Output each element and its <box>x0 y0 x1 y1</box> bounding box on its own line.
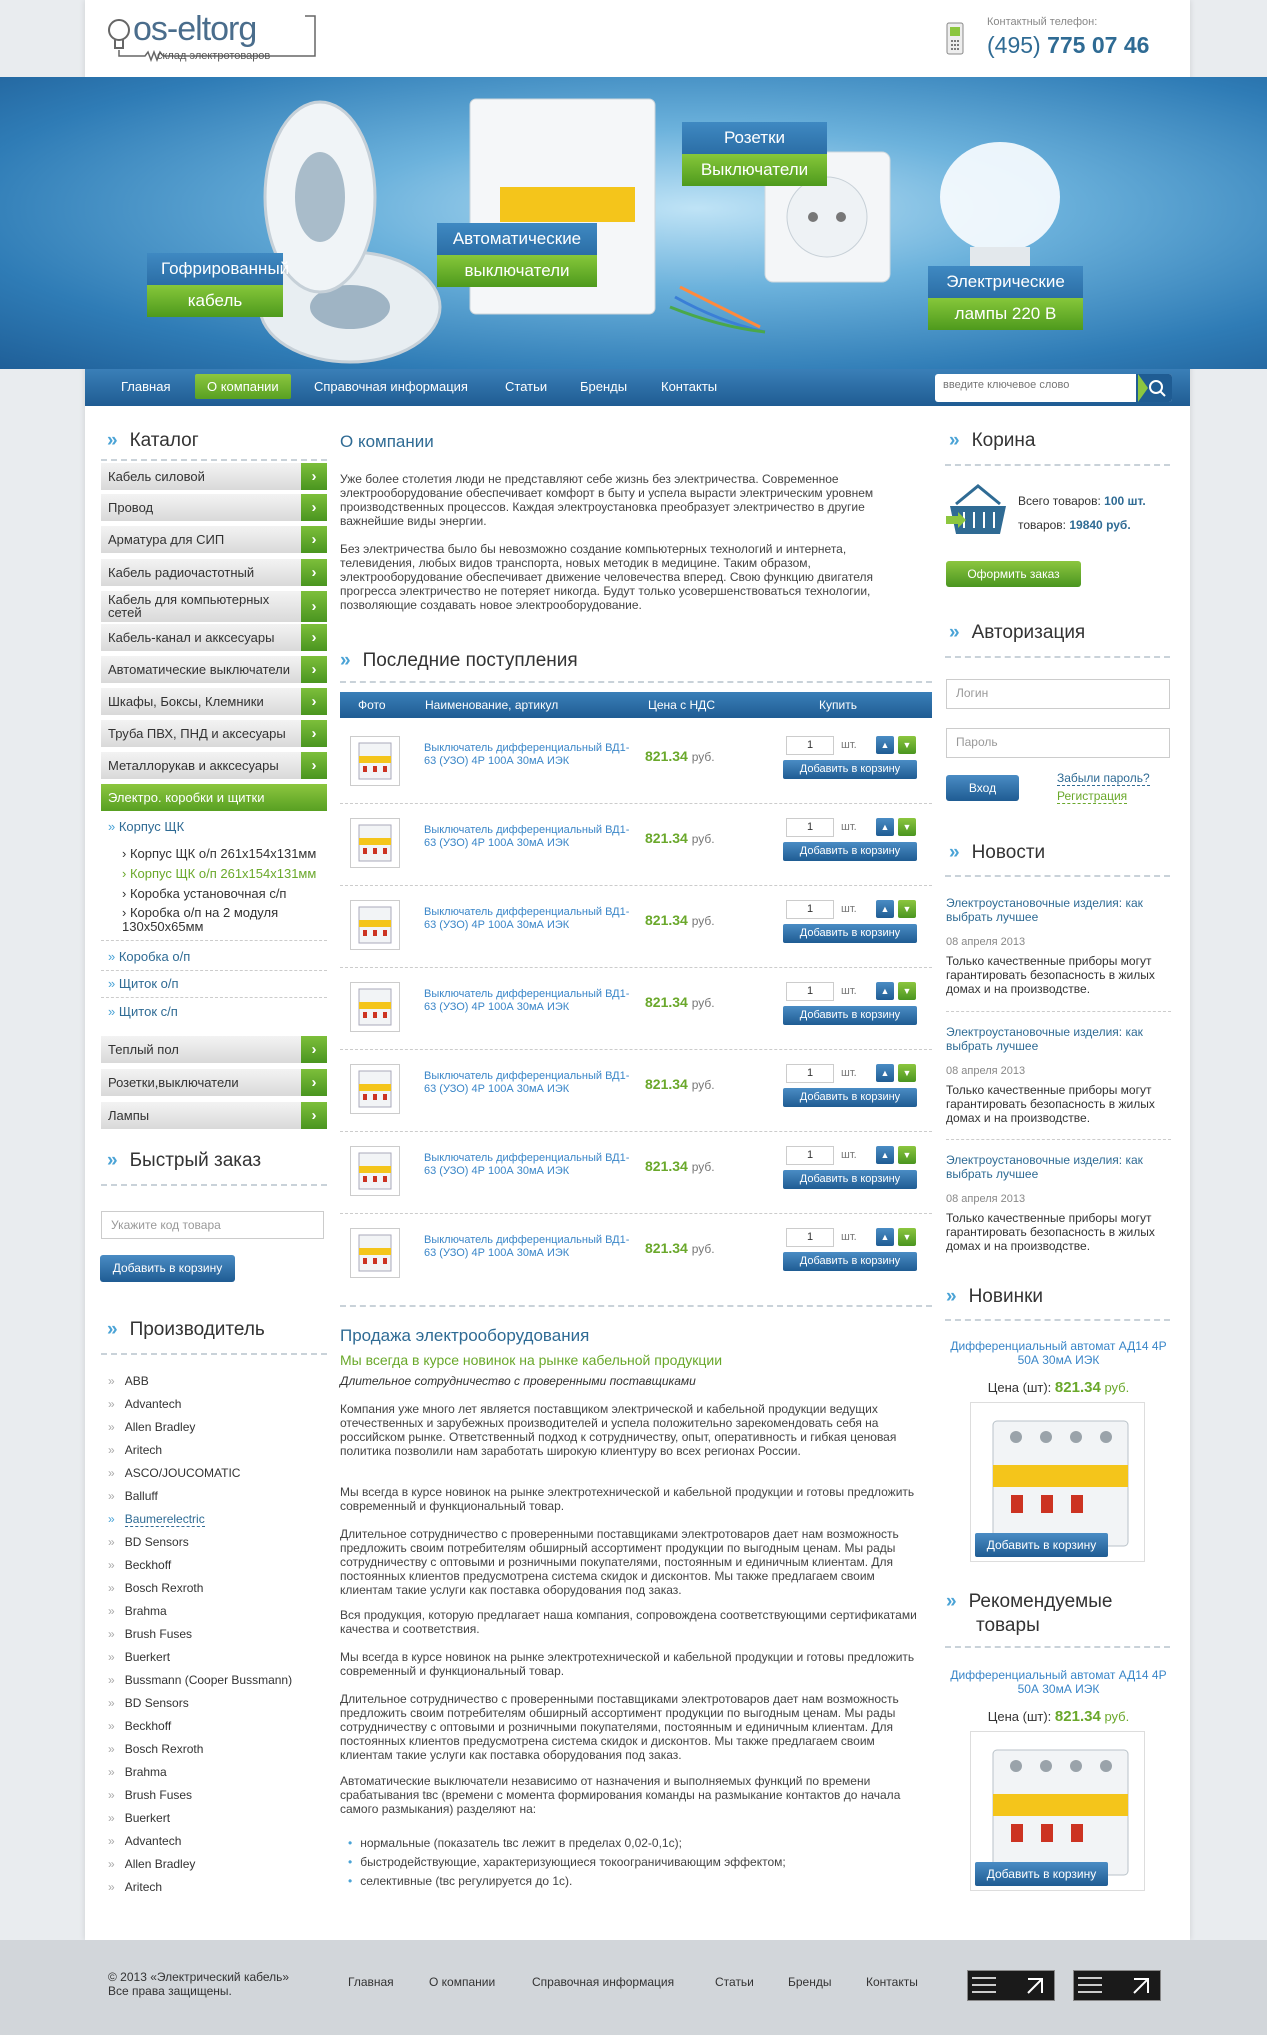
manufacturer-item[interactable]: » Advantech <box>108 1397 182 1411</box>
product-name-link[interactable]: Выключатель дифференциальный ВД1-63 (УЗО) 4Р 100А 30мА ИЭК <box>424 824 630 849</box>
quantity-down-icon[interactable]: ▼ <box>898 1228 916 1246</box>
chevron-right-icon: › <box>301 720 327 747</box>
chevron-right-icon: › <box>301 656 327 683</box>
breaker-image <box>351 901 399 949</box>
banner-tag-cable[interactable]: Гофрированный кабель <box>147 253 283 317</box>
product-code-input[interactable]: Укажите код товара <box>101 1211 324 1239</box>
new-product <box>946 1339 1171 1396</box>
footer-link-reference[interactable]: Справочная информация <box>532 1975 675 1989</box>
about-title: О компании <box>340 432 434 451</box>
breaker-image <box>351 983 399 1031</box>
row-divider <box>340 1049 932 1050</box>
product-price: Цена (шт): 821.34 руб. <box>987 1379 1130 1396</box>
product-name-link[interactable]: Выключатель дифференциальный ВД1-63 (УЗО) 4Р 100А 30мА ИЭК <box>424 1152 630 1177</box>
manufacturer-item[interactable]: » Allen Bradley <box>108 1420 196 1434</box>
breaker-image <box>351 737 399 785</box>
catalog-item[interactable]: Розетки,выключатели › <box>101 1069 327 1096</box>
shopping-basket-icon <box>946 482 1011 538</box>
product-row <box>340 1216 932 1299</box>
manufacturer-item[interactable]: » Bosch Rexroth <box>108 1581 204 1595</box>
register-link[interactable]: Регистрация <box>1057 789 1128 803</box>
forgot-password-link[interactable]: Забыли пароль? <box>1057 771 1150 785</box>
news-item <box>946 1025 1171 1125</box>
catalog-sub-item[interactable]: » Коробка о/п <box>108 949 191 964</box>
nav-home[interactable]: Главная <box>121 379 171 394</box>
catalog-subsub-item[interactable]: › Коробка о/п на 2 модуля 130х50х65мм <box>122 905 279 934</box>
product-thumbnail[interactable] <box>350 1064 400 1114</box>
news-text: Только качественные приборы могут гарантировать безопасность в жилых домах и на производстве. <box>946 1083 1155 1125</box>
footer-link-contacts[interactable]: Контакты <box>866 1975 918 1989</box>
auth-heading: » Авторизация <box>949 622 1086 643</box>
nav-about[interactable]: О компании <box>195 374 291 399</box>
unit-label: шт. <box>841 1231 857 1243</box>
catalog-item[interactable]: Металлорукав и акксесуары › <box>101 752 327 779</box>
sales-paragraph: Компания уже много лет является поставщиком электрической и кабельной продукции ведущих отечественных и зарубежных производителей и успела положительно зарекомендовать себя на российском рынке. Ответственный подход к сотрудничеству, опыт, оперативность и гибкая ценовая политика позволили нам заработать широкую клиентуру во всех регионах России. <box>340 1402 897 1458</box>
latest-heading: » Последние поступления <box>340 650 578 671</box>
sales-subtitle-italic: Длительное сотрудничество с проверенными поставщиками <box>340 1374 696 1388</box>
about-paragraph: Уже более столетия люди не представляют себе жизнь без электричества. Современное электрооборудование обеспечивает комфорт в быту и успела вырасти электрическим уровнем производственных процессов. Каждая электроустановка преобразует электричество в другие важнейшие виды энергии. <box>340 472 874 528</box>
product-price: 821.34 руб. <box>645 994 715 1010</box>
phone-label: Контактный телефон: <box>987 16 1098 28</box>
hero-banner <box>0 77 1267 369</box>
product-row <box>340 888 932 971</box>
contact-phone <box>945 16 1175 61</box>
quantity-input[interactable]: 1 <box>786 900 834 919</box>
sales-title: Продажа электрооборудования <box>340 1326 590 1345</box>
row-divider <box>340 803 932 804</box>
manufacturer-item[interactable]: » Brahma <box>108 1765 167 1779</box>
quantity-input[interactable]: 1 <box>786 1146 834 1165</box>
sales-paragraph: Длительное сотрудничество с проверенными поставщиками электротоваров дает нам возможность предложить своим потребителям обширный ассортимент продукции по выгодным ценам. Мы рады сотрудничеству с оптовыми и розничными покупателями, постоянным и единичным клиентам. Для постоянных клиентов предусмотрена система скидок и дисконтов. Мы также предлагаем своим клиентам такие услуги как поставка оборудования под заказ. <box>340 1527 899 1597</box>
manufacturer-item[interactable]: » Bussmann (Cooper Bussmann) <box>108 1673 293 1687</box>
footer-link-brands[interactable]: Бренды <box>788 1975 832 1989</box>
catalog-item[interactable]: Теплый пол › <box>101 1036 327 1063</box>
sales-paragraph: Мы всегда в курсе новинок на рынке электротехнической и кабельной продукции и готовы предложить современный и функциональный товар. <box>340 1485 915 1513</box>
manufacturer-item[interactable]: » Aritech <box>108 1443 163 1457</box>
unit-label: шт. <box>841 739 857 751</box>
manufacturer-item-active[interactable]: » Baumerelectric <box>108 1512 205 1526</box>
manufacturer-item[interactable]: » ABB <box>108 1374 149 1388</box>
quantity-down-icon[interactable]: ▼ <box>898 818 916 836</box>
catalog-item[interactable]: Труба ПВХ, ПНД и аксесуары › <box>101 720 327 747</box>
logo-subtitle: склад электротоваров <box>157 50 271 62</box>
quantity-down-icon[interactable]: ▼ <box>898 736 916 754</box>
manufacturer-item[interactable]: » Balluff <box>108 1489 158 1503</box>
quick-add-to-cart-button[interactable]: Добавить в корзину <box>100 1255 235 1282</box>
footer-link-about[interactable]: О компании <box>429 1975 496 1989</box>
phone-number[interactable]: (495) 775 07 46 <box>987 32 1150 58</box>
sales-paragraph: Длительное сотрудничество с проверенными поставщиками электротоваров дает нам возможность предложить своим потребителям обширный ассортимент продукции по выгодным ценам. Мы рады сотрудничеству с оптовыми и розничными покупателями, постоянным и единичным клиентам. Для постоянных клиентов предусмотрена система скидок и дисконтов. Мы также предлагаем своим клиентам такие услуги как поставка оборудования под заказ. <box>340 1692 899 1762</box>
quantity-up-icon[interactable]: ▲ <box>876 900 894 918</box>
sales-bullet: • нормальные (показатель tвс лежит в пределах 0,02-0,1с); <box>348 1836 682 1850</box>
catalog-sub-item[interactable]: » Корпус ЩК <box>108 819 185 834</box>
catalog-item-active[interactable]: Электро. коробки и щитки <box>101 784 327 811</box>
quantity-up-icon[interactable]: ▲ <box>876 818 894 836</box>
add-to-cart-button[interactable]: Добавить в корзину <box>783 1006 917 1025</box>
news-title-link[interactable]: Электроустановочные изделия: как выбрать лучшее <box>946 1153 1143 1181</box>
news-item <box>946 896 1171 996</box>
add-to-cart-button[interactable]: Добавить в корзину <box>783 924 917 943</box>
chevron-right-icon: › <box>301 752 327 779</box>
product-thumbnail[interactable] <box>350 818 400 868</box>
counter-badge-icon[interactable] <box>967 1970 1055 2001</box>
catalog-heading: » Каталог <box>107 430 199 451</box>
catalog-subsub-item[interactable]: › Коробка установочная с/п <box>122 886 287 901</box>
counter-badge-icon[interactable] <box>1073 1970 1161 2001</box>
sales-bullet: • селективные (tвс регулируется до 1с). <box>348 1874 572 1888</box>
catalog-subsub-item[interactable]: › Корпус ЩК о/п 261х154х131мм <box>122 846 317 861</box>
search-icon <box>1136 374 1172 402</box>
catalog-item[interactable]: Провод › <box>101 494 327 521</box>
chevron-right-icon: › <box>301 624 327 651</box>
product-row <box>340 1052 932 1135</box>
catalog-item[interactable]: Кабель-канал и акксесуары › <box>101 624 327 651</box>
news-date: 08 апреля 2013 <box>946 1193 1026 1205</box>
chevron-right-icon: › <box>301 494 327 521</box>
catalog-sub-item[interactable]: » Щиток с/п <box>108 1004 178 1019</box>
product-price: 821.34 руб. <box>645 912 715 928</box>
breaker-image <box>351 1065 399 1113</box>
products-table-header: Фото Наименование, артикул Цена с НДС Купить <box>340 692 932 718</box>
unit-label: шт. <box>841 1067 857 1079</box>
news-title-link[interactable]: Электроустановочные изделия: как выбрать лучшее <box>946 896 1143 924</box>
footer-link-home[interactable]: Главная <box>348 1975 394 1989</box>
manufacturer-item[interactable]: » Allen Bradley <box>108 1857 196 1871</box>
chevron-right-icon: › <box>301 526 327 553</box>
manufacturer-item[interactable]: » Brush Fuses <box>108 1788 193 1802</box>
product-row <box>340 1134 932 1217</box>
quantity-down-icon[interactable]: ▼ <box>898 1064 916 1082</box>
banner-tag-sockets[interactable]: Розетки Выключатели <box>682 122 827 186</box>
product-price: 821.34 руб. <box>645 830 715 846</box>
quantity-up-icon[interactable]: ▲ <box>876 736 894 754</box>
new-items-heading: » Новинки <box>946 1286 1043 1307</box>
manufacturer-heading: » Производитель <box>107 1319 265 1340</box>
search-input[interactable] <box>943 379 1123 391</box>
chevron-right-icon: › <box>301 688 327 715</box>
quantity-input[interactable]: 1 <box>786 1064 834 1083</box>
quantity-down-icon[interactable]: ▼ <box>898 900 916 918</box>
sales-bullet: • быстродействующие, характеризующиеся токоограничивающим эффектом; <box>348 1855 786 1869</box>
catalog-item[interactable]: Лампы › <box>101 1102 327 1129</box>
product-row <box>340 970 932 1053</box>
quantity-input[interactable]: 1 <box>786 1228 834 1247</box>
catalog-item[interactable]: Шкафы, Боксы, Клемники › <box>101 688 327 715</box>
catalog-item[interactable]: Кабель силовой › <box>101 463 327 490</box>
catalog-sub-item[interactable]: » Щиток о/п <box>108 976 179 991</box>
nav-brands[interactable]: Бренды <box>580 379 628 394</box>
manufacturer-item[interactable]: » Buerkert <box>108 1650 171 1664</box>
quantity-input[interactable]: 1 <box>786 818 834 837</box>
product-row <box>340 806 932 889</box>
copyright: © 2013 «Электрический кабель» Все права защищены. <box>108 1970 290 1998</box>
quantity-up-icon[interactable]: ▲ <box>876 1064 894 1082</box>
product-name-link[interactable]: Выключатель дифференциальный ВД1-63 (УЗО) 4Р 100А 30мА ИЭК <box>424 742 630 767</box>
catalog-item[interactable]: Кабель радиочастотный › <box>101 559 327 586</box>
recommended-product <box>946 1668 1171 1725</box>
product-thumbnail[interactable] <box>350 982 400 1032</box>
nav-articles[interactable]: Статьи <box>505 379 548 394</box>
logo-name: os-eltorg <box>133 10 257 48</box>
breaker-image <box>351 1147 399 1195</box>
about-paragraph: Без электричества было бы невозможно создание компьютерных технологий и интернета, телевидения, любых видов транспорта, новых методик в медицине. Таким образом, электрооборудование обеспечивает движение человечества вперед. Свою функцию двигателя прогресса электричество не потеряет никогда. Будут только усовершенствоваться технологии, позволяющие создавать новое электрооборудование. <box>340 542 874 612</box>
cart-total: Всего товаров: 100 шт. <box>1018 494 1146 508</box>
checkout-button[interactable]: Оформить заказ <box>946 561 1081 587</box>
chevron-right-icon: › <box>301 463 327 490</box>
manufacturer-item[interactable]: » BD Sensors <box>108 1535 189 1549</box>
product-row <box>340 724 932 807</box>
news-item <box>946 1153 1171 1253</box>
quantity-up-icon[interactable]: ▲ <box>876 982 894 1000</box>
product-name-link[interactable]: Выключатель дифференциальный ВД1-63 (УЗО) 4Р 100А 30мА ИЭК <box>424 1070 630 1095</box>
product-price: Цена (шт): 821.34 руб. <box>987 1708 1130 1725</box>
product-price: 821.34 руб. <box>645 748 715 764</box>
sales-paragraph: Вся продукция, которую предлагает наша компания, сопровождена соответствующими сертификатами качества и соответствия. <box>340 1608 917 1636</box>
product-price: 821.34 руб. <box>645 1076 715 1092</box>
chevron-right-icon: › <box>301 591 327 622</box>
unit-label: шт. <box>841 821 857 833</box>
cart-sum: товаров: 19840 руб. <box>1018 518 1131 532</box>
product-name-link[interactable]: Выключатель дифференциальный ВД1-63 (УЗО) 4Р 100А 30мА ИЭК <box>424 1234 630 1259</box>
add-to-cart-button[interactable]: Добавить в корзину <box>783 1170 917 1189</box>
catalog-item[interactable]: Арматура для СИП › <box>101 526 327 553</box>
product-thumbnail[interactable] <box>350 1146 400 1196</box>
manufacturer-item[interactable]: » ASCO/JOUCOMATIC <box>108 1466 241 1480</box>
add-to-cart-button[interactable]: Добавить в корзину <box>783 1088 917 1107</box>
chevron-right-icon: › <box>301 559 327 586</box>
manufacturer-item[interactable]: » Beckhoff <box>108 1719 172 1733</box>
product-thumbnail[interactable] <box>350 1228 400 1278</box>
news-date: 08 апреля 2013 <box>946 1065 1026 1077</box>
product-link[interactable]: Дифференциальный автомат АД14 4Р 50А 30мА ИЭК <box>950 1668 1167 1696</box>
quantity-down-icon[interactable]: ▼ <box>898 982 916 1000</box>
add-to-cart-button[interactable]: Добавить в корзину <box>975 1862 1108 1886</box>
product-name-link[interactable]: Выключатель дифференциальный ВД1-63 (УЗО) 4Р 100А 30мА ИЭК <box>424 906 630 931</box>
banner-tag-lamps[interactable]: Электрические лампы 220 В <box>928 266 1083 330</box>
row-divider <box>340 1213 932 1214</box>
manufacturer-item[interactable]: » Brahma <box>108 1604 167 1618</box>
login-button[interactable]: Вход <box>946 775 1019 801</box>
chevron-right-icon: › <box>301 1102 327 1129</box>
product-price: 821.34 руб. <box>645 1240 715 1256</box>
banner-tag-breakers[interactable]: Автоматические выключатели <box>437 223 597 287</box>
quantity-input[interactable]: 1 <box>786 736 834 755</box>
news-text: Только качественные приборы могут гарантировать безопасность в жилых домах и на производстве. <box>946 954 1155 996</box>
news-text: Только качественные приборы могут гарантировать безопасность в жилых домах и на производстве. <box>946 1211 1155 1253</box>
nav-contacts[interactable]: Контакты <box>661 379 718 394</box>
manufacturer-item[interactable]: » Aritech <box>108 1880 163 1894</box>
search-box <box>935 374 1172 402</box>
mobile-phone-icon <box>945 22 965 56</box>
add-to-cart-button[interactable]: Добавить в корзину <box>783 842 917 861</box>
unit-label: шт. <box>841 1149 857 1161</box>
breaker-image <box>351 819 399 867</box>
recommended-heading: » Рекомендуемые товары <box>946 1591 1113 1636</box>
footer-link-articles[interactable]: Статьи <box>715 1975 754 1989</box>
nav-reference[interactable]: Справочная информация <box>314 379 468 394</box>
sales-paragraph: Мы всегда в курсе новинок на рынке электротехнической и кабельной продукции и готовы предложить современный и функциональный товар. <box>340 1650 915 1678</box>
login-input[interactable]: Логин <box>946 679 1170 709</box>
manufacturer-item[interactable]: » BD Sensors <box>108 1696 189 1710</box>
manufacturer-item[interactable]: » Buerkert <box>108 1811 171 1825</box>
chevron-right-icon: › <box>301 1069 327 1096</box>
catalog-item[interactable]: Автоматические выключатели › <box>101 656 327 683</box>
news-title-link[interactable]: Электроустановочные изделия: как выбрать лучшее <box>946 1025 1143 1053</box>
product-link[interactable]: Дифференциальный автомат АД14 4Р 50А 30мА ИЭК <box>950 1339 1167 1367</box>
manufacturer-item[interactable]: » Advantech <box>108 1834 182 1848</box>
cart-heading: » Корина <box>949 430 1036 451</box>
add-to-cart-button[interactable]: Добавить в корзину <box>783 760 917 779</box>
add-to-cart-button[interactable]: Добавить в корзину <box>783 1252 917 1271</box>
quantity-down-icon[interactable]: ▼ <box>898 1146 916 1164</box>
unit-label: шт. <box>841 903 857 915</box>
search-button[interactable] <box>1136 374 1172 402</box>
unit-label: шт. <box>841 985 857 997</box>
manufacturer-item[interactable]: » Bosch Rexroth <box>108 1742 204 1756</box>
breaker-image <box>351 1229 399 1277</box>
row-divider <box>340 1131 932 1132</box>
sales-paragraph: Автоматические выключатели независимо от назначения и выполняемых функций по времени срабатывания tвс (времени с момента формирования команды на размыкание контактов до начала самого размыкания) разделяют на: <box>340 1774 901 1816</box>
sales-subtitle: Мы всегда в курсе новинок на рынке кабельной продукции <box>340 1352 723 1368</box>
quantity-up-icon[interactable]: ▲ <box>876 1228 894 1246</box>
news-heading: » Новости <box>949 842 1046 863</box>
news-date: 08 апреля 2013 <box>946 936 1026 948</box>
product-name-link[interactable]: Выключатель дифференциальный ВД1-63 (УЗО) 4Р 100А 30мА ИЭК <box>424 988 630 1013</box>
product-thumbnail[interactable] <box>350 736 400 786</box>
quantity-input[interactable]: 1 <box>786 982 834 1001</box>
quick-order-heading: » Быстрый заказ <box>107 1150 262 1171</box>
catalog-subsub-item-active[interactable]: › Корпус ЩК о/п 261х154х131мм <box>122 866 317 881</box>
row-divider <box>340 885 932 886</box>
product-thumbnail[interactable] <box>350 900 400 950</box>
footer <box>0 1940 1267 2035</box>
manufacturer-item[interactable]: » Brush Fuses <box>108 1627 193 1641</box>
site-logo[interactable] <box>105 8 315 68</box>
row-divider <box>340 967 932 968</box>
chevron-right-icon: › <box>301 1036 327 1063</box>
product-price: 821.34 руб. <box>645 1158 715 1174</box>
add-to-cart-button[interactable]: Добавить в корзину <box>975 1533 1108 1557</box>
password-input[interactable]: Пароль <box>946 728 1170 758</box>
catalog-item[interactable]: Кабель для компьютерных сетей › <box>101 591 327 622</box>
quantity-up-icon[interactable]: ▲ <box>876 1146 894 1164</box>
manufacturer-item[interactable]: » Beckhoff <box>108 1558 172 1572</box>
